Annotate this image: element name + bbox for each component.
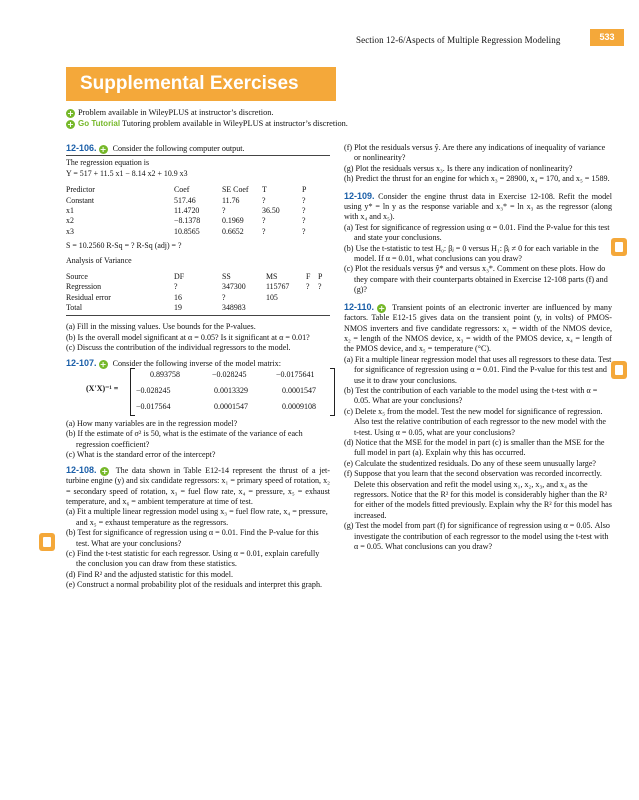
problem-note: Problem available in WileyPLUS at instructor’s discretion. [78,108,274,117]
col-header: Coef [174,185,190,195]
cell: ? [302,226,306,236]
bracket-right [330,368,335,416]
exercise-intro: Consider the engine thrust data in Exercise 12-108. Refit the model using y* = ln y as the response variable and x₃* = ln x₃ as the regressor (along with x₄ and x₅). [344,191,612,222]
tutorial-label[interactable]: Go Tutorial [78,119,121,128]
cell: 0.1969 [222,216,244,226]
tutorial-note: Tutoring problem available in WileyPLUS at instructor’s discretion. [122,119,348,128]
matrix-cell: 0.0009108 [282,402,316,412]
cell: ? [262,195,266,205]
plus-icon: + [378,303,386,313]
cell: x3 [66,226,74,236]
cell: 115767 [266,282,290,292]
cell: ? [318,282,322,292]
col-header: SE Coef [222,185,249,195]
plus-icon: + [101,466,109,476]
computer-output [66,155,330,313]
cell: ? [262,226,266,236]
cell: 105 [266,292,278,302]
exercise-intro: The data shown in Table E12-14 represent the thrust of a jet-turbine engine (y) and six candidate regressors: x₁ = primary speed of rotation, x₂ = secondary speed of rotation, x₃ = fuel flow rate, x₄ = pressure, x₅ = exhaust temperature, and x₆ = ambient temperature at time of test. [66,465,330,506]
col-header: DF [174,271,185,281]
cell: −8.1378 [174,216,201,226]
fit-statistics: S = 10.2560 R-Sq = ? R-Sq (adj) = ? [66,241,182,251]
cell: Total [66,303,83,313]
margin-resource-icon[interactable] [39,533,55,551]
exercise-number: 12-107. [66,357,97,368]
part-a: (a) How many variables are in the regression model? [66,419,238,429]
exercise-intro: Consider the following inverse of the model matrix: [112,358,281,368]
part-b: (b) Use the t-statistic to test H₀: βⱼ = 0 versus H₁: βⱼ ≠ 0 for each variable in the model. If α = 0.01, what conclusions can you draw? [344,243,599,264]
cell: ? [302,216,306,226]
part-a: (a) Fit a multiple linear regression model that uses all regressors to these data. Test for significance of regression using α = 0.01. Find the P-value for this test and use it to draw your conclusions. [344,354,612,385]
bracket-left [130,368,135,416]
cell: ? [222,292,226,302]
cell: ? [222,205,226,215]
matrix-cell: 0.0001547 [214,402,248,412]
plus-icon: + [67,120,74,129]
plus-icon: + [67,109,74,118]
page-number: 533 [590,29,624,46]
coef-header-row [66,185,330,195]
matrix-cell: 0.0013329 [214,386,248,396]
section-banner [66,67,336,101]
col-header: P [302,185,307,195]
output-title: The regression equation is [66,158,150,168]
table-row [66,303,330,313]
cell: ? [262,216,266,226]
col-header: T [262,185,267,195]
cell: ? [302,195,306,205]
cell: 19 [174,303,182,313]
cell: x1 [66,205,74,215]
col-header: MS [266,271,278,281]
col-header: Predictor [66,185,95,195]
cell: 16 [174,292,182,302]
margin-resource-icon[interactable] [611,238,627,256]
margin-resource-icon[interactable] [611,361,627,379]
matrix-cell: 0.893758 [150,370,180,380]
part-g: (g) Test the model from part (f) for significance of regression using α = 0.05. Also investigate the contribution of each regressor to the model using the t-test with α = 0.05. What conclusions can you draw? [344,521,610,552]
col-header: P [318,271,323,281]
table-row [66,196,330,206]
part-c: (c) Find the t-test statistic for each regressor. Using α = 0.01, explain carefully the conclusion you can draw from these statistics. [66,548,320,569]
regression-equation: Y = 517 + 11.5 x1 − 8.14 x2 + 10.9 x3 [66,168,188,178]
part-e: (e) Calculate the studentized residuals. Do any of these seem unusually large? [344,458,597,468]
running-header: Section 12-6/Aspects of Multiple Regression Modeling [356,35,561,45]
cell: Residual error [66,292,111,302]
part-d: (d) Find R² and the adjusted statistic for this model. [66,569,233,579]
cell: 10.8565 [174,226,200,236]
matrix-label: (X′X)⁻¹ = [86,384,119,394]
left-column [66,143,330,591]
cell: 11.76 [222,195,240,205]
cell: 11.4720 [174,205,200,215]
table-row [66,293,330,303]
matrix-cell: −0.028245 [136,386,171,396]
part-g: (g) Plot the residuals versus x₃. Is there any indication of nonlinearity? [344,163,573,173]
cell: ? [302,205,306,215]
table-row [66,227,330,237]
anova-title: Analysis of Variance [66,255,132,265]
part-c: (c) What is the standard error of the intercept? [66,450,216,460]
matrix-cell: 0.0001547 [282,386,316,396]
table-row [66,206,330,216]
col-header: Source [66,271,88,281]
part-b: (b) Test for significance of regression using α = 0.01. Find the P-value for this test. What are your conclusions? [66,528,319,548]
part-c: (c) Plot the residuals versus ŷ* and versus x₃*. Comment on these plots. How do they compare with their counterparts obtained in Exercise 12-108 parts (f) and (g)? [344,264,608,295]
part-b: (b) Test the contribution of each variable to the model using the t-test with α = 0.05. What are your conclusions? [344,385,598,406]
part-h: (h) Predict the thrust for an engine for which x₃ = 28900, x₄ = 170, and x₅ = 1589. [344,174,610,184]
part-a: (a) Fit a multiple linear regression model using x₃ = fuel flow rate, x₄ = pressure, and x₅ = exhaust temperature as the regressors. [66,507,328,527]
cell: Constant [66,195,95,205]
cell: 0.6652 [222,226,244,236]
part-d: (d) Notice that the MSE for the model in part (c) is smaller than the MSE for the full model in part (a). Explain why this has occurred. [344,437,605,458]
exercise-number: 12-108. [66,464,97,475]
matrix-cell: −0.0175641 [276,370,315,380]
anova-header-row [66,272,330,282]
table-row [66,216,330,226]
matrix-cell: −0.028245 [212,370,247,380]
cell: 36.50 [262,205,280,215]
part-f: (f) Plot the residuals versus ŷ. Are there any indications of inequality of variance or nonlinearity? [344,143,606,163]
part-b: (b) Is the overall model significant at α = 0.05? Is it significant at α = 0.01? [66,332,310,342]
part-a: (a) Test for significance of regression using α = 0.01. Find the P-value for this test and state your conclusions. [344,222,610,243]
cell: Regression [66,282,102,292]
col-header: SS [222,271,231,281]
exercise-intro: Consider the following computer output. [112,144,245,153]
right-column [344,143,612,552]
cell: ? [306,282,310,292]
table-row [66,282,330,292]
inverse-matrix [66,368,330,416]
cell: 347300 [222,282,246,292]
legend-notes [66,107,566,129]
exercise-number: 12-110. [344,301,375,312]
part-b: (b) If the estimate of σ² is 50, what is the estimate of the variance of each regression coefficient? [66,429,303,449]
matrix-cell: −0.017564 [136,402,171,412]
cell: ? [174,282,178,292]
plus-icon: + [99,145,107,154]
part-f: (f) Suppose that you learn that the second observation was recorded incorrectly. Delete this observation and refit the model using x₁, x₂, x₃, and x₄ as the regressors. Notice that the R² for this model is considerably higher than the R² for either of the models fitted previously. Explain why the R² for this model has increased. [344,469,612,520]
cell: x2 [66,216,74,226]
part-e: (e) Construct a normal probability plot of the residuals and interpret this graph. [66,580,323,590]
banner-title: Supplemental Exercises [80,73,299,94]
part-a: (a) Fill in the missing values. Use bounds for the P-values. [66,322,256,332]
exercise-number: 12-106. [66,143,97,153]
plus-icon: + [99,359,107,369]
exercise-number: 12-109. [344,190,375,201]
exercise-intro: Transient points of an electronic inverter are influenced by many factors. Table E12-15 gives data on the transient point (y, in volts) of PMOS-NMOS inverters and five candidate regressors: x₁ = width of the NMOS device, x₂ = length of the NMOS device, x₃ = width of the PMOS device, x₄ = length of the PMOS device, and x₅ = temperature (°C). [344,302,612,354]
part-c: (c) Discuss the contribution of the individual regressors to the model. [66,343,291,353]
col-header: F [306,271,311,281]
cell: 517.46 [174,195,196,205]
cell: 348983 [222,303,246,313]
part-c: (c) Delete x₅ from the model. Test the new model for significance of regression. Also test the relative contribution of each regressor to the new model with the t-test. Using α = 0.05, what are your conclusions? [344,406,606,437]
